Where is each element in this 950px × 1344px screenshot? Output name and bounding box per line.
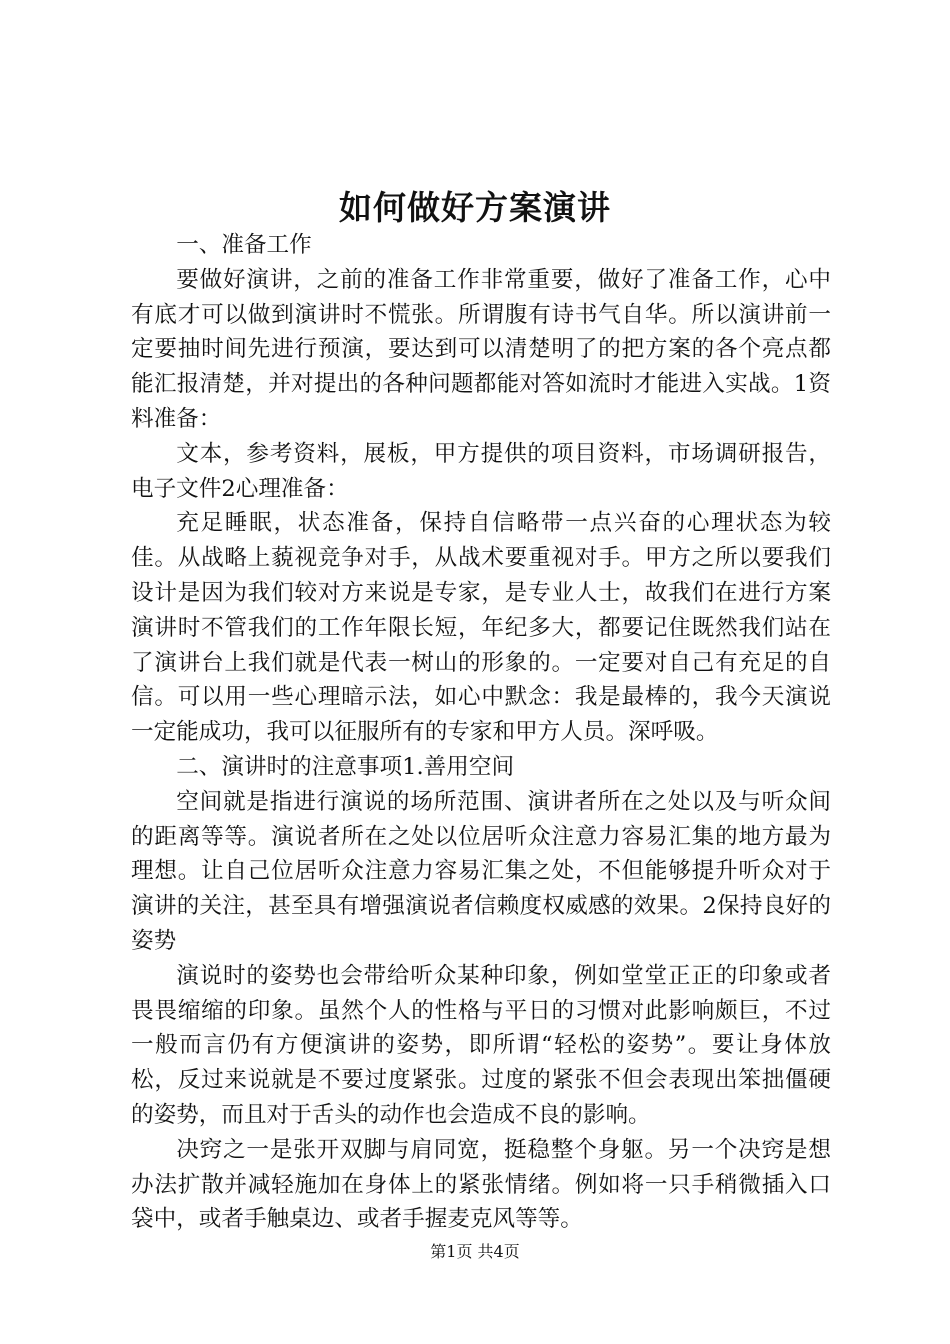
paragraph-mental-preparation: 充足睡眠，状态准备，保持自信略带一点兴奋的心理状态为较佳。从战略上藐视竞争对手，从战术要重视对手。甲方之所以要我们设计是因为我们较对方来说是专家，是专业人士，故我们在进行方案演讲时不管我们的工作年限长短，年纪多大，都要记住既然我们站在了演讲台上我们就是代表一树山的形象的。一定要对自己有充足的自信。可以用一些心理暗示法，如心中默念：我是最棒的，我今天演说一定能成功，我可以征服所有的专家和甲方人员。深呼吸。 (131, 510, 831, 746)
page-footer: 第1页 共4页 (430, 1242, 520, 1261)
paragraph-posture: 演说时的姿势也会带给听众某种印象，例如堂堂正正的印象或者畏畏缩缩的印象。虽然个人的性格与平日的习惯对此影响颇巨，不过一般而言仍有方便演讲的姿势，即所谓“轻松的姿势”。要让身体放松，反过来说就是不要过度紧张。过度的紧张不但会表现出笨拙僵硬的姿势，而且对于舌头的动作也会造成不良的影响。 (131, 962, 831, 1128)
paragraph-heading-notes: 二、演讲时的注意事项1.善用空间 (176, 753, 515, 780)
paragraph-materials: 文本，参考资料，展板，甲方提供的项目资料，市场调研报告，电子文件2心理准备： (131, 440, 831, 502)
paragraph-tips: 决窍之一是张开双脚与肩同宽，挺稳整个身躯。另一个决窍是想办法扩散并减轻施加在身体上的紧张情绪。例如将一只手稍微插入口袋中，或者手触桌边、或者手握麦克风等等。 (131, 1136, 831, 1233)
page-title: 如何做好方案演讲 (339, 188, 611, 227)
paragraph-space: 空间就是指进行演说的场所范围、演讲者所在之处以及与听众间的距离等等。演说者所在之处以位居听众注意力容易汇集的地方最为理想。让自己位居听众注意力容易汇集之处，不但能够提升听众对于演讲的关注，甚至具有增强演说者信赖度权威感的效果。2保持良好的姿势 (131, 788, 831, 954)
document-body (131, 228, 831, 1237)
paragraph-preparation-intro: 要做好演讲，之前的准备工作非常重要，做好了准备工作，心中有底才可以做到演讲时不慌张。所谓腹有诗书气自华。所以演讲前一定要抽时间先进行预演，要达到可以清楚明了的把方案的各个亮点都能汇报清楚，并对提出的各种问题都能对答如流时才能进入实战。1资料准备： (131, 266, 831, 432)
paragraph-heading-preparation: 一、准备工作 (176, 232, 312, 258)
